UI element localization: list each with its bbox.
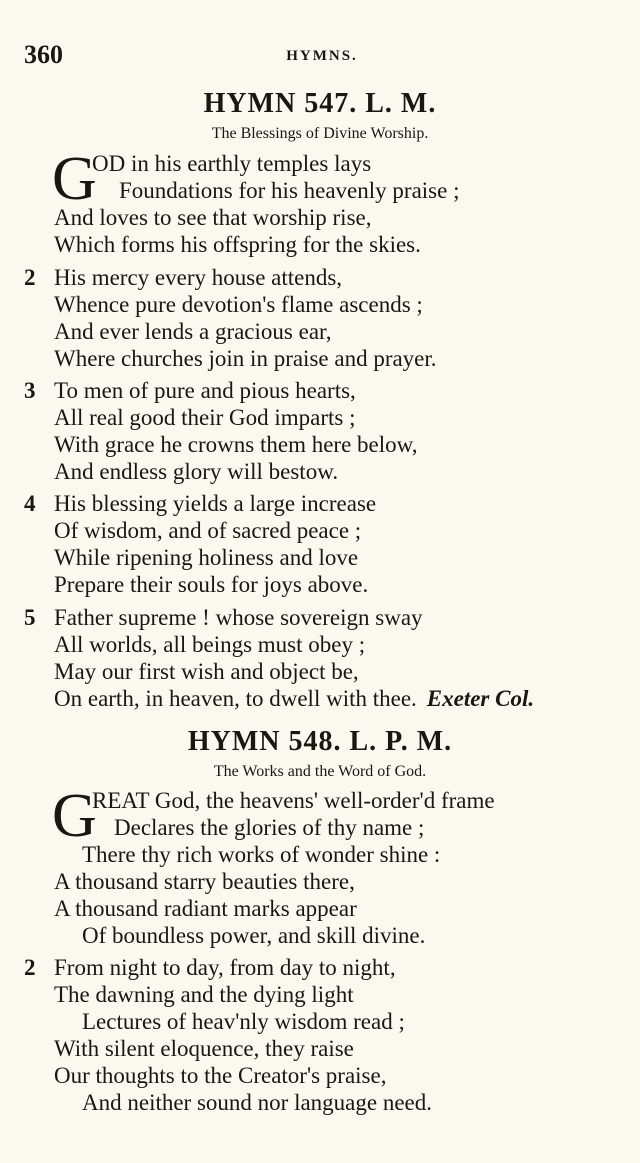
stanza-number: 2	[24, 265, 36, 290]
drop-cap: G	[52, 782, 97, 850]
hymn-547-stanza-2	[24, 264, 634, 372]
stanza-line: A thousand starry beauties there,	[54, 869, 355, 894]
stanza-line: Declares the glories of thy name ;	[114, 815, 425, 840]
stanza-line: The dawning and the dying light	[54, 982, 354, 1007]
stanza-line: To men of pure and pious hearts,	[54, 378, 356, 403]
stanza-line: Of wisdom, and of sacred peace ;	[54, 518, 362, 543]
stanza-line: With silent eloquence, they raise	[54, 1036, 354, 1061]
hymn-548-stanza-2	[24, 954, 634, 1116]
stanza-line: A thousand radiant marks appear	[54, 896, 357, 921]
stanza-line: All real good their God imparts ;	[54, 405, 356, 430]
hymn-548-subtitle: The Works and the Word of God.	[213, 763, 427, 780]
running-title: HYMNS.	[286, 48, 358, 64]
stanza-line: And loves to see that worship rise,	[54, 205, 372, 230]
stanza-line: Which forms his offspring for the skies.	[54, 232, 421, 257]
stanza-number: 5	[24, 605, 36, 630]
hymn-548-stanza-1	[52, 782, 634, 949]
stanza-line: While ripening holiness and love	[54, 545, 359, 570]
stanza-line: REAT God, the heavens' well-order'd frame	[92, 788, 495, 813]
drop-cap: G	[52, 145, 97, 213]
hymn-547-stanza-5	[24, 604, 634, 712]
hymn-547-stanza-4	[24, 490, 634, 598]
running-head	[24, 40, 620, 70]
stanza-line: All worlds, all beings must obey ;	[54, 632, 366, 657]
stanza-line: There thy rich works of wonder shine :	[82, 842, 441, 867]
hymn-547-stanza-3	[24, 377, 634, 485]
stanza-line-text: On earth, in heaven, to dwell with thee.	[54, 686, 417, 711]
attribution: Exeter Col.	[426, 686, 535, 711]
stanza-line: And neither sound nor language need.	[82, 1090, 433, 1115]
stanza-line: And endless glory will bestow.	[54, 459, 339, 484]
stanza-line: With grace he crowns them here below,	[54, 432, 418, 457]
stanza-line: Father supreme ! whose sovereign sway	[54, 605, 423, 630]
hymn-547-stanza-1	[52, 145, 634, 258]
stanza-line: May our first wish and object be,	[54, 659, 359, 684]
stanza-number: 4	[24, 491, 36, 516]
hymn-548-heading: HYMN 548. L. P. M.	[187, 726, 453, 757]
stanza-line: Lectures of heav'nly wisdom read ;	[82, 1009, 405, 1034]
stanza-line: From night to day, from day to night,	[54, 955, 396, 980]
stanza-line: Our thoughts to the Creator's praise,	[54, 1063, 387, 1088]
stanza-number: 3	[24, 378, 36, 403]
stanza-line: OD in his earthly temples lays	[92, 151, 372, 176]
stanza-line: His blessing yields a large increase	[54, 491, 377, 516]
stanza-line: Foundations for his heavenly praise ;	[119, 178, 460, 203]
stanza-line	[54, 685, 634, 712]
page-number: 360	[24, 40, 63, 69]
hymn-547-subtitle: The Blessings of Divine Worship.	[211, 125, 429, 142]
hymn-547-heading: HYMN 547. L. M.	[203, 88, 437, 119]
stanza-line: Of boundless power, and skill divine.	[82, 923, 426, 948]
stanza-line: Whence pure devotion's flame ascends ;	[54, 292, 423, 317]
stanza-line: And ever lends a gracious ear,	[54, 319, 332, 344]
stanza-line: Prepare their souls for joys above.	[54, 572, 369, 597]
stanza-line: His mercy every house attends,	[54, 265, 343, 290]
stanza-number: 2	[24, 955, 36, 980]
stanza-line: Where churches join in praise and prayer.	[54, 346, 437, 371]
